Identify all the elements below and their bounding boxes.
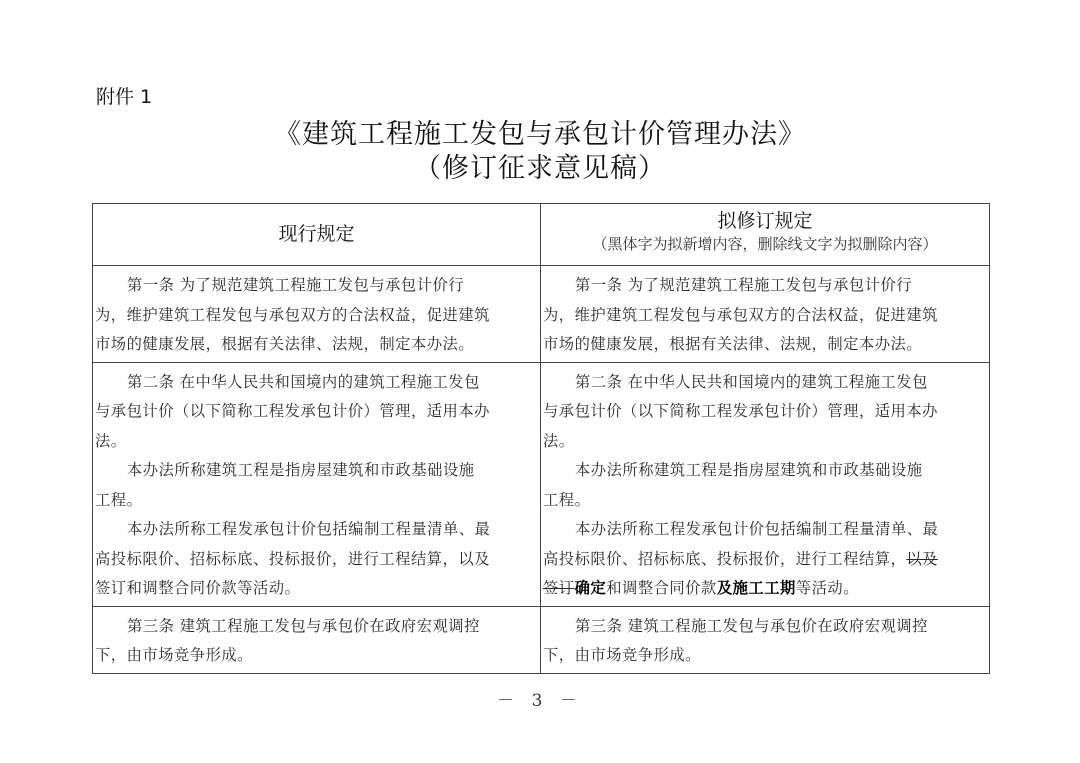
table-row [93, 362, 990, 606]
article2-proposed [541, 362, 990, 606]
text-line: 本办法所称建筑工程是指房屋建筑和市政基础设施 [127, 461, 475, 479]
comparison-table [92, 203, 990, 674]
text-line: 法。 [95, 431, 127, 450]
text-line: 本办法所称工程发承包计价包括编制工程量清单、最 [127, 520, 491, 538]
text-run: 高投标限价、招标标底、投标报价，进行工程结算， [543, 549, 907, 568]
text-line [541, 545, 989, 575]
table-row [93, 606, 990, 673]
text-line: 工程。 [95, 490, 143, 509]
header-proposed-note: （黑体字为拟新增内容，删除线文字为拟删除内容） [592, 235, 938, 253]
text-line: 第一条 为了规范建筑工程施工发包与承包计价行 [575, 276, 913, 294]
text-line: 第二条 在中华人民共和国境内的建筑工程施工发包 [127, 372, 480, 391]
text-line: 法。 [543, 431, 575, 450]
text-line: 工程。 [543, 490, 591, 509]
article3-proposed [541, 606, 990, 673]
text-line: 第三条 建筑工程施工发包与承包价在政府宏观调控 [127, 616, 480, 635]
text-line: 高投标限价、招标标底、投标报价，进行工程结算，以及 [95, 549, 490, 568]
article1-current [93, 266, 541, 363]
text-line: 第一条 为了规范建筑工程施工发包与承包计价行 [127, 276, 465, 294]
text-line: 为，维护建筑工程发包与承包双方的合法权益，促进建筑 [95, 305, 490, 324]
header-proposed-title: 拟修订规定 [717, 210, 813, 232]
text-line: 本办法所称建筑工程是指房屋建筑和市政基础设施 [575, 461, 923, 479]
text-line: 市场的健康发展，根据有关法律、法规，制定本办法。 [543, 335, 923, 353]
text-run: 等活动。 [795, 579, 860, 597]
text-line: 市场的健康发展，根据有关法律、法规，制定本办法。 [95, 335, 475, 353]
header-proposed [541, 204, 990, 266]
deleted-text: 以及 [906, 549, 938, 568]
added-text: 及施工工期 [716, 579, 796, 597]
attachment-label: 附件 1 [96, 86, 153, 108]
text-line [541, 574, 989, 604]
article2-current [93, 362, 541, 606]
deleted-text: 签订 [543, 579, 575, 597]
table-header-row [93, 204, 990, 266]
header-current: 现行规定 [93, 204, 541, 266]
article3-current [93, 606, 541, 673]
text-line: 本办法所称工程发承包计价包括编制工程量清单、最 [575, 520, 939, 538]
text-line: 签订和调整合同价款等活动。 [95, 579, 301, 597]
text-line: 为，维护建筑工程发包与承包双方的合法权益，促进建筑 [543, 305, 938, 324]
text-line: 下，由市场竞争形成。 [543, 646, 701, 664]
table-row [93, 266, 990, 363]
article1-proposed [541, 266, 990, 363]
added-text: 确定 [574, 579, 607, 597]
page-number: － 3 － [497, 691, 583, 711]
text-line: 第二条 在中华人民共和国境内的建筑工程施工发包 [575, 372, 928, 391]
text-run: 和调整合同价款 [606, 579, 717, 597]
document-title: 《建筑工程施工发包与承包计价管理办法》 [274, 119, 806, 150]
document-subtitle: （修订征求意见稿） [414, 153, 666, 184]
text-line: 与承包计价（以下简称工程发承包计价）管理，适用本办 [95, 402, 490, 420]
text-line: 与承包计价（以下简称工程发承包计价）管理，适用本办 [543, 402, 938, 420]
text-line: 第三条 建筑工程施工发包与承包价在政府宏观调控 [575, 616, 928, 635]
text-line: 下，由市场竞争形成。 [95, 646, 253, 664]
